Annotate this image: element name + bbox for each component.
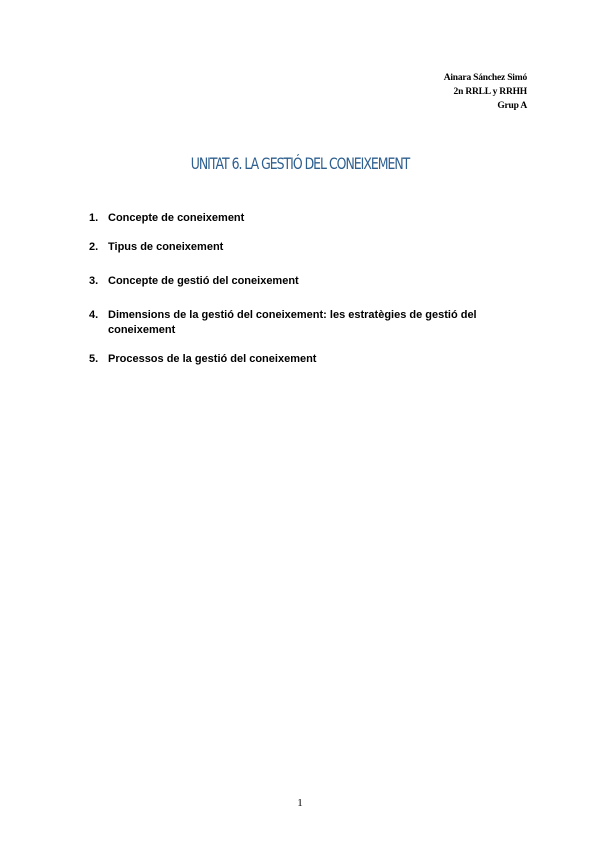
toc-text: Processos de la gestió del coneixement [108, 353, 317, 365]
toc-text: Concepte de gestió del coneixement [108, 275, 299, 287]
course-name: 2n RRLL y RRHH [453, 87, 527, 97]
document-title: UNITAT 6. LA GESTIÓ DEL CONEIXEMENT [190, 154, 410, 173]
author-info [444, 71, 527, 113]
toc-number: 2. [89, 241, 99, 253]
group-name: Grup A [497, 101, 527, 111]
toc-item-3 [89, 274, 509, 289]
toc-item-2 [89, 240, 509, 255]
page-number: 1 [297, 797, 303, 809]
toc-item-4 [89, 308, 509, 338]
toc-number: 5. [89, 353, 99, 365]
toc-item-5 [89, 352, 509, 367]
toc-number: 4. [89, 309, 99, 321]
toc-text: Tipus de coneixement [108, 241, 224, 253]
toc-number: 3. [89, 275, 99, 287]
toc-text: Concepte de coneixement [108, 212, 245, 224]
toc-text: Dimensions de la gestió del coneixement: les estratègies de gestió del coneixement [108, 309, 477, 336]
author-name: Ainara Sánchez Simó [443, 73, 527, 83]
toc-item-1 [89, 211, 509, 226]
toc-number: 1. [89, 212, 99, 224]
